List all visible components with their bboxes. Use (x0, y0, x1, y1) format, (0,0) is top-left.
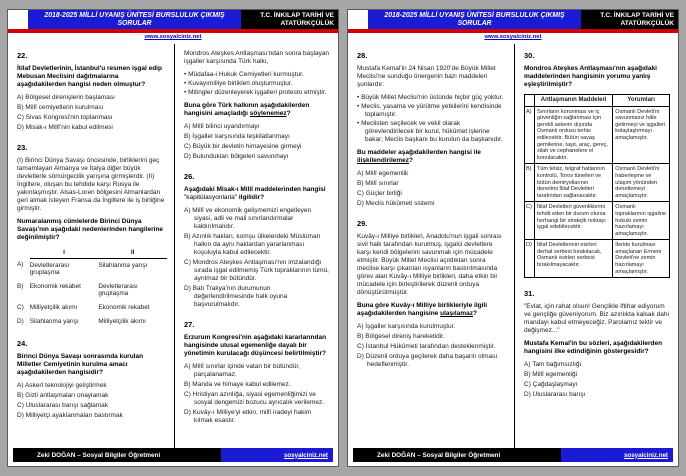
table-corner (525, 95, 535, 107)
row-letter: C) (17, 303, 24, 311)
column-header-1: I (30, 249, 99, 258)
option-b: B) Bölgesel direniş hareketidir. (357, 333, 445, 340)
options-list (17, 382, 167, 420)
table-corner (17, 249, 30, 258)
row-letter: D) (525, 240, 535, 278)
page-1-column-2 (174, 44, 333, 448)
page-footer (353, 448, 673, 462)
column-header-comments: Yorumları (613, 95, 670, 107)
row-letter: A) (17, 261, 24, 269)
header-subject: T.C. İNKILAP TARİHİ VE ATATÜRKÇÜLÜK (241, 10, 338, 29)
options-list (184, 207, 330, 309)
page-footer (13, 448, 333, 462)
stem-quoted-word: "kapitülasyonlarla" (184, 194, 238, 201)
question-stem (357, 149, 507, 165)
matching-table (17, 249, 167, 328)
option-b: B) İşgaller karşısında teşkilatlanmayı (184, 133, 290, 140)
option-c: C) Hristiyan azınlığa, siyasi egemenliğimizi ve sosyal dengemizi bozucu ayrıcalık verilemez. (184, 391, 325, 406)
stem-underlined-word: ulaşılamaz (440, 310, 473, 317)
option-c: C) Mondros Ateşkes Antlaşması'nın imzalandığı sırada işgal edilmemiş Türk topraklarının tümü, ayrılmaz bir bütündür. (184, 259, 329, 282)
option-a: A) Millî ve ekonomik gelişmemizi engelleyen siyasi, adli ve mali sınırlandırmalar kaldırılmalıdır. (184, 207, 312, 230)
page-header (348, 10, 678, 29)
options-list (184, 363, 330, 425)
cell-1: Silahlanma yarışı (29, 317, 79, 325)
question-stem: Mustafa Kemal'in bu sözleri, aşağıdakilerden hangisini ilke edindiğinin göstergesidir? (524, 340, 663, 356)
bullet-item: • Meclisten seçilecek ve vekil olarak görevlendirilecek bir kurul, hükûmet işlerine bakar; Meclis başkanı bu kurulun da başkanıdır. (357, 120, 507, 144)
header-link-row (348, 33, 678, 43)
stem-text: Buna göre Türk halkının aşağıdakilerden hangisini amaçladığı (184, 102, 310, 117)
footer-author: Zeki DOĞAN – Sosyal Bilgiler Öğretmeni (353, 448, 561, 462)
cell-2: Silahlanma yarışı (98, 261, 148, 269)
question-30 (524, 51, 670, 278)
article-cell: Sınırların korunması ve iç güvenliğin sağlanması için gerekli askerin dışında Osmanlı ordusu terhis edilecektir. Bütün savaş gemilerine, taşıt, araç, gereç, silah ve cephanelere el konulacaktır. (535, 106, 613, 164)
bullet-item: • Müdafaa-i Hukuk Cemiyetleri kurmuştur. (184, 71, 330, 79)
footer-site-link[interactable]: sosyalciniz.net (561, 448, 673, 462)
column-header-articles: Antlaşmanın Maddeleri (535, 95, 613, 107)
question-29 (357, 219, 507, 369)
table-row (17, 280, 167, 301)
page-1 (7, 9, 339, 467)
footer-site-link[interactable]: sosyalciniz.net (221, 448, 333, 462)
option-d: D) Misak-ı Millî'nin kabul edilmesi (17, 124, 113, 131)
question-number: 23. (17, 143, 28, 152)
table-row (525, 240, 670, 278)
stem-text: Bu maddeler aşağıdakilerden hangisi ile (357, 149, 481, 156)
row-letter: C) (525, 202, 535, 240)
table-row (17, 301, 167, 315)
question-28 (357, 51, 507, 208)
question-number: 26. (184, 172, 195, 181)
option-a: A) İşgaller karşısında kurulmuştur. (357, 323, 456, 330)
comment-cell: İleride kurulması amaçlanan Ermeni Devleti'ne zemin hazırlamayı amaçlamıştır. (613, 240, 670, 278)
option-d: D) Kuvây-ı Milliye'yi etkin, millî iradeyi hakim kılmak esastır. (184, 409, 312, 424)
site-link[interactable]: www.sosyalciniz.net (144, 34, 202, 40)
option-c: C) Çağdaşlaşmayı (524, 381, 578, 389)
stem-text: ? (472, 310, 477, 317)
stem-text: ? (409, 157, 414, 164)
question-number: 30. (524, 51, 535, 60)
bullet-list (184, 71, 330, 97)
cell-1: Devletlerarası gruplaşma (29, 261, 70, 277)
option-b: B) Millî cemiyetlerin kurulması (17, 104, 104, 111)
question-22 (17, 51, 167, 132)
question-stem: Birinci Dünya Savaşı sonrasında kurulan Milletler Cemiyetinin kurulma amacı aşağıdakilerden hangisidir? (17, 353, 144, 377)
question-24 (17, 339, 167, 420)
option-a: A) Millî bilinci uyandırmayı (184, 123, 260, 130)
option-d: D) Batı Trakya'nın durumunun değerlendirilmesinde halk oyuna başvurulmalıdır. (184, 285, 288, 308)
question-intro: Mondros Ateşkes Antlaşması'ndan sonra başlayan işgaller karşısında Türk halkı, (184, 50, 330, 65)
question-31 (524, 289, 670, 399)
options-list (184, 123, 330, 161)
options-list (357, 323, 507, 369)
table-row (17, 258, 167, 280)
option-b: B) Manda ve himaye kabul edilemez. (184, 381, 291, 388)
question-number: 28. (357, 51, 368, 60)
question-stem: Mondros Ateşkes Antlaşması'nın aşağıdaki maddelerinden hangisinin yorumu yanlış eşleştirilmiştir? (524, 65, 657, 88)
stem-underlined-word: ilişkilendirilemez (357, 157, 410, 164)
stem-underlined-word: söylenemez (249, 110, 287, 117)
bullet-item: • Büyük Millet Meclisi'nin üstünde hiçbir güç yoktur. (357, 94, 507, 102)
option-d: D) Bulundukları bölgeleri savunmayı (184, 153, 289, 160)
question-stem (357, 302, 507, 318)
site-link[interactable]: www.sosyalciniz.net (484, 34, 542, 40)
question-23 (17, 143, 167, 328)
page-2-column-1 (355, 44, 514, 448)
option-a: A) Bölgesel direnişlerin başlaması (17, 94, 115, 101)
question-intro: Kuvây-ı Milliye birlikleri, Anadolu'nun işgali sonrası sivil halk tarafından kurulmuş, işgalci devletlere karşı kendi bölgelerini savunmak için mücadele etmiştir. Büyük Millet Meclisi açıldıktan sonra meclise karşı çıkarılan isyanların bastırılmasında görev alan Kuvây-ı Milliye birlikleri, daha etkin bir mücadele için birleştirilerek düzenli orduya dönüştürülmüştür. (357, 233, 502, 296)
article-cell: İtilaf Devletlerinin esirleri derhal serbest bırakılacak, Osmanlı esirleri serbest bırakılmayacaktır. (535, 240, 613, 278)
page-2-content (348, 43, 678, 448)
question-stem: İtilaf Devletlerinin, İstanbul'u resmen işgal edip Mebusan Meclisini dağıtmalarına aşağıdakilerden hangisi neden olmuştur? (17, 65, 162, 88)
header-title: 2018-2025 MİLLİ UYANIŞ ÜNİTESİ BURSLULUK ÇIKMIŞ SORULAR (28, 10, 241, 29)
options-list (17, 94, 167, 132)
header-subject: T.C. İNKILAP TARİHİ VE ATATÜRKÇÜLÜK (581, 10, 678, 29)
option-a: A) Askerî teknolojiyi geliştirmek (17, 382, 107, 390)
row-letter: B) (525, 164, 535, 202)
option-d: D) Uluslararası barışı (524, 391, 586, 399)
column-header-2: II (98, 249, 167, 258)
comment-cell: Osmanlı topraklarının işgaline hukuki zemin hazırlamayı amaçlamıştır. (613, 202, 670, 240)
table-row (525, 202, 670, 240)
stem-text: Buna göre Kuvây-ı Milliye birlikleriyle ilgili aşağıdakilerden hangisine (357, 302, 488, 317)
header-title: 2018-2025 MİLLİ UYANIŞ ÜNİTESİ BURSLULUK ÇIKMIŞ SORULAR (368, 10, 581, 29)
question-quote: "Evlat, için rahat olsun! Gençlikle iftihar ediyorum ve gençliğe güveniyorum. Biz azınlıkta kalsak dahi mandayı kabul etmeyeceğiz. Parolamız tektir ve değişmez..." (524, 303, 669, 335)
question-26 (184, 172, 330, 309)
bullet-list (357, 94, 507, 144)
page-2-column-2 (514, 44, 673, 448)
stem-text: ? (286, 110, 291, 117)
option-b: B) Azınlık hakları, komşu ülkelerdeki Müslüman halkın da aynı haklardan yararlanması koşuluyla kabul edilecektir. (184, 233, 321, 256)
question-number: 29. (357, 219, 368, 228)
question-number: 22. (17, 51, 28, 60)
stem-text: Aşağıdaki Misak-ı Millî maddelerinden hangisi (184, 186, 326, 193)
treaty-articles-table (524, 94, 670, 278)
option-a: A) Millî egemenlik (357, 170, 409, 177)
stem-text: ilgilidir? (237, 194, 265, 201)
option-a: A) Millî sınırlar içinde vatan bir bütündür, parçalanamaz. (184, 363, 300, 378)
page-1-content (8, 43, 338, 448)
option-c: C) Uluslararası barışı sağlamak (17, 402, 109, 410)
options-list (357, 170, 507, 208)
option-c: C) Güçler birliği (357, 190, 402, 197)
question-intro: Mustafa Kemal'in 24 Nisan 1920'de Büyük Millet Meclisi'ne sunduğu önergenin bazı maddeleri şunlardır: (357, 65, 496, 88)
cell-1: Ekonomik rekabet (29, 282, 81, 290)
cell-2: Milliyetçilik akımı (98, 317, 146, 325)
option-d: D) Milliyetçi ayaklanmaları bastırmak (17, 412, 123, 420)
option-b: B) Gizli antlaşmaları onaylamak (17, 392, 109, 400)
bullet-item: • Kuvayımilliye birlikleri oluşturmuştur. (184, 80, 330, 88)
question-number: 27. (184, 320, 195, 329)
footer-author: Zeki DOĞAN – Sosyal Bilgiler Öğretmeni (13, 448, 221, 462)
table-row (525, 164, 670, 202)
comment-cell: Osmanlı Devleti'ni haberleşme ve ulaşım yönünden denetlemeyi amaçlamıştır. (613, 164, 670, 202)
table-row (17, 315, 167, 329)
question-27 (184, 320, 330, 425)
question-number: 31. (524, 289, 535, 299)
page-2 (347, 9, 679, 467)
option-d: D) Düzenli orduya geçilerek daha başarılı olması hedeflenmiştir. (357, 353, 498, 368)
comment-cell: Osmanlı Devleti'ni savunmasız hâle getirmeyi ve işgalleri kolaylaştırmayı amaçlamıştır. (613, 106, 670, 164)
page-1-column-1 (15, 44, 174, 448)
option-c: C) İstanbul Hükûmeti tarafından desteklenmiştir. (357, 343, 496, 350)
row-letter: B) (17, 282, 24, 290)
bullet-item: • Mitingler düzenleyerek işgalleri protesto etmiştir. (184, 89, 330, 97)
page-header (8, 10, 338, 29)
question-25 (184, 50, 330, 161)
article-cell: İtilaf Devletleri güvenliklerini tehdit eden bir durum olursa herhangi bir stratejik noktayı işgal edebilecektir. (535, 202, 613, 240)
bullet-item: • Meclis, yasama ve yürütme yetkilerini kendisinde toplamıştır. (357, 103, 507, 119)
option-b: B) Millî sınırlar (357, 180, 399, 187)
table-row (525, 106, 670, 164)
row-letter: D) (17, 317, 24, 325)
option-c: C) Büyük bir devletin himayesine girmeyi (184, 143, 302, 150)
options-list (524, 361, 670, 399)
question-stem: Numaralanmış cümlelerde Birinci Dünya Savaşı'nın aşağıdaki nedenlerinden hangilerine değinilmiştir? (17, 218, 164, 241)
question-stem: Erzurum Kongresi'nin aşağıdaki kararlarından hangisinde ulusal egemenliğe dayalı bir yönetimin kurulacağı düşüncesi belirtilmiştir? (184, 334, 327, 357)
option-b: B) Millî egemenliği (524, 371, 578, 379)
option-c: C) Sivas Kongresi'nin toplanması (17, 114, 113, 121)
row-letter: A) (525, 106, 535, 164)
header-link-row (8, 33, 338, 43)
option-a: A) Tam bağımsızlığı (524, 361, 582, 369)
article-cell: Tüm telsiz, telgraf hatlarının kontrolü, Toros tünelleri ve bütün demiryollarının denetimi İtilaf Devletleri tarafından sağlanacaktır. (535, 164, 613, 202)
question-stem (184, 186, 330, 202)
question-stem (184, 102, 330, 118)
option-d: D) Meclis hükûmeti sistemi (357, 200, 435, 207)
question-intro: (I) Birinci Dünya Savaşı öncesinde, birliklerini geç tamamlayan Almanya ve İtalya diğer büyük devletlerle sömürgecilik yarışına girmişlerdir. (II) İngiltere, oluşan bu tehdide karşı Rusya ile yakınlaşmıştır. Alsas-Loren bölgesini Almanlardan geri almak isteyen Fransa da İngiltere ile iş birliğine girmiştir. (17, 157, 165, 212)
cell-1: Milliyetçilik akımı (29, 303, 78, 311)
cell-2: Ekonomik rekabet (98, 303, 150, 311)
question-number: 24. (17, 339, 28, 349)
cell-2: Devletlerarası gruplaşma (98, 282, 138, 298)
